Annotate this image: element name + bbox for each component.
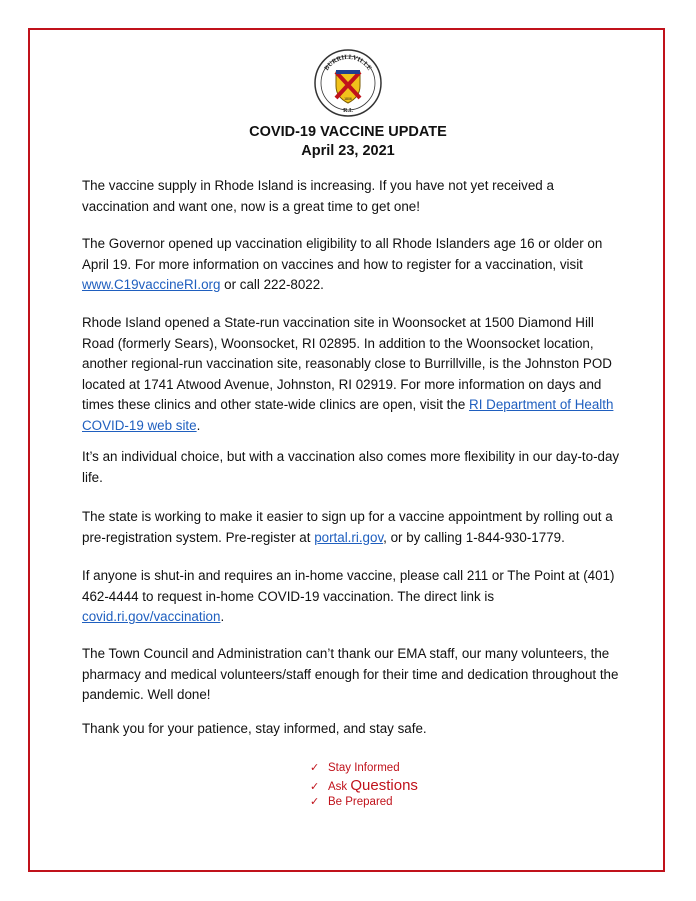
paragraph-preregistration: The state is working to make it easier to sign up for a vaccine appointment by rolling out a pre-registration system. Pre-register at portal.ri.gov, or by calling 1-844-930-1779. — [82, 509, 613, 545]
checklist-item-stay-informed: ✓ Stay Informed — [310, 760, 418, 777]
page-date: April 23, 2021 — [301, 143, 395, 159]
checkmark-icon: ✓ — [310, 762, 320, 774]
paragraph-thanks: The Town Council and Administration can’t thank our EMA staff, our many volunteers, the pharmacy and medical volunteers/staff enough for their time and dedication throughout the pandemic. Well done! — [82, 646, 619, 702]
paragraph-eligibility: The Governor opened up vaccination eligibility to all Rhode Islanders age 16 or older on April 19. For more information on vaccines and how to register for a vaccination, visit www.C19vaccineRI.org or call 222-8022. — [82, 236, 603, 292]
svg-text:R.I.: R.I. — [343, 108, 353, 114]
page-title: COVID-19 VACCINE UPDATE — [249, 124, 447, 140]
paragraph-sites: Rhode Island opened a State-run vaccination site in Woonsocket at 1500 Diamond Hill Road (formerly Sears), Woonsocket, RI 02895. In addition to the Woonsocket location, another regional-run vaccination site, reasonably close to Burrillville, is the Johnston POD located at 1741 Atwood Avenue, Johnston, RI 02919. For more information on days and times these clinics and other state-wide clinics are open, visit the RI Department of Health COVID-19 web site. — [82, 315, 614, 433]
svg-text:1806: 1806 — [344, 97, 352, 101]
paragraph-in-home: If anyone is shut-in and requires an in-home vaccine, please call 211 or The Point at (401) 462-4444 to request in-home COVID-19 vaccination. The direct link is covid.ri.gov/vaccination. — [82, 568, 615, 624]
covid-ri-gov-vaccination-link[interactable]: covid.ri.gov/vaccination — [82, 609, 221, 624]
checklist-item-ask-questions: ✓ Ask Questions — [310, 777, 418, 794]
ri-health-covid-link[interactable]: RI Department of Health COVID-19 web site — [82, 397, 614, 433]
paragraph-closing: Thank you for your patience, stay informed, and stay safe. — [82, 721, 427, 736]
checklist-item-be-prepared: ✓ Be Prepared — [310, 794, 418, 811]
checkmark-icon: ✓ — [310, 796, 320, 808]
c19vaccineri-link[interactable]: www.C19vaccineRI.org — [82, 277, 221, 292]
town-seal-logo — [313, 48, 383, 118]
portal-ri-gov-link[interactable]: portal.ri.gov — [314, 529, 384, 545]
paragraph-choice: It’s an individual choice, but with a vaccination also comes more flexibility in our day-to-day life. — [82, 449, 620, 485]
svg-text:BURRILLVILLE: BURRILLVILLE — [323, 53, 373, 72]
checkmark-icon: ✓ — [310, 781, 320, 793]
paragraph-supply: The vaccine supply in Rhode Island is increasing. If you have not yet received a vaccination and want one, now is a great time to get one! — [82, 178, 554, 214]
checklist — [310, 760, 418, 811]
